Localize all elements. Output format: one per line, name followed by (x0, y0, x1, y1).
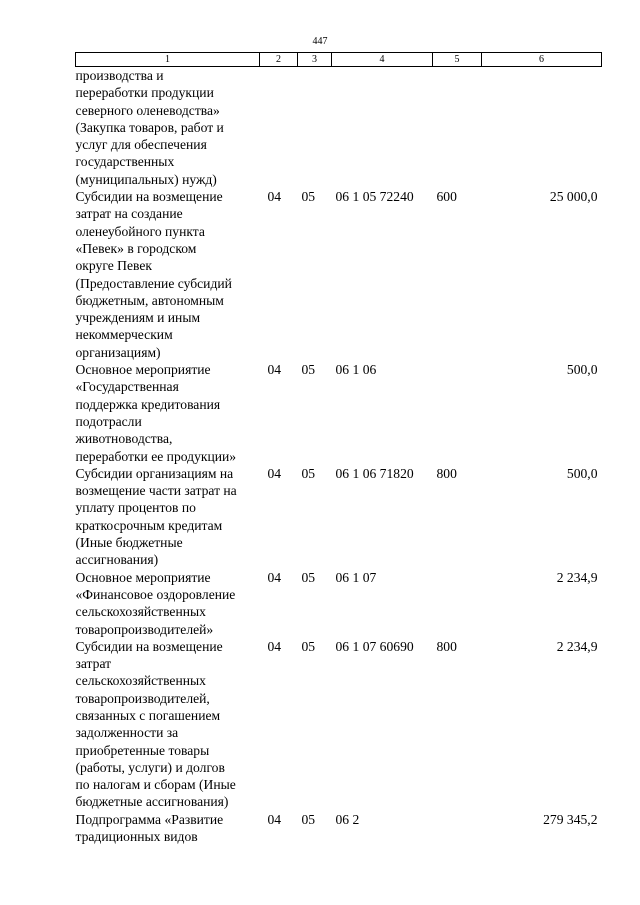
row-name-line: Основное мероприятие (75, 569, 211, 585)
row-name-line: краткосрочным кредитам (75, 517, 223, 533)
row-name-line: переработки ее продукции» (75, 448, 237, 464)
row-name-line: (муниципальных) нужд) (75, 171, 217, 187)
table-row (76, 67, 602, 189)
target-article-code: 06 1 07 60690 (335, 638, 414, 654)
table-row (76, 638, 602, 811)
row-name-line: «Государственная (75, 379, 179, 395)
amount-value: 2 234,9 (556, 569, 598, 585)
expense-type-code (433, 811, 482, 846)
expense-type-code: 600 (436, 189, 457, 205)
column-header-amount: 6 (482, 53, 602, 67)
amount-value: 25 000,0 (549, 189, 598, 205)
row-name-line: некоммерческим (75, 327, 173, 343)
row-name-line: сельскохозяйственных (75, 673, 206, 689)
row-name-line: Основное мероприятие (75, 362, 211, 378)
row-name-line: (работы, услуги) и долгов (75, 759, 225, 775)
subsection-code (298, 67, 332, 189)
row-name-line: бюджетные ассигнования) (75, 794, 229, 810)
subsection-code: 05 (301, 189, 316, 205)
row-name-line: северного оленеводства» (75, 102, 220, 118)
table-header (76, 53, 602, 67)
section-code: 04 (267, 811, 282, 827)
row-name-line: учреждениям и иным (75, 310, 201, 326)
header-row (76, 53, 602, 67)
row-name-line: Субсидии на возмещение (75, 638, 223, 654)
section-code: 04 (267, 465, 282, 481)
section-code: 04 (267, 569, 282, 585)
row-name-line: по налогам и сборам (Иные (75, 777, 236, 793)
column-header-target-article: 4 (332, 53, 433, 67)
row-name-line: переработки продукции (75, 85, 214, 101)
row-name-cell (76, 811, 260, 846)
expense-type-code (433, 361, 482, 465)
row-name-line: товаропроизводителей, (75, 690, 210, 706)
column-header-subsection: 3 (298, 53, 332, 67)
target-article-code: 06 1 07 (335, 569, 377, 585)
row-name-cell (76, 188, 260, 361)
table-row (76, 811, 602, 846)
row-name-line: производства и (75, 68, 164, 83)
row-name-line: возмещение части затрат на (75, 483, 237, 499)
amount-value (482, 67, 602, 189)
column-header-section: 2 (260, 53, 298, 67)
amount-value: 500,0 (566, 465, 598, 481)
target-article-code: 06 2 (335, 811, 360, 827)
row-name-line: услуг для обеспечения (75, 137, 207, 153)
subsection-code: 05 (301, 362, 316, 378)
subsection-code: 05 (301, 811, 316, 827)
row-name-line: бюджетным, автономным (75, 292, 224, 308)
budget-table (75, 52, 602, 845)
section-code: 04 (267, 189, 282, 205)
row-name-line: товаропроизводителей» (75, 621, 214, 637)
row-name-line: затрат на создание (75, 206, 183, 222)
table-row (76, 465, 602, 569)
expense-type-code: 800 (436, 465, 457, 481)
row-name-line: сельскохозяйственных (75, 604, 206, 620)
expense-type-code (433, 569, 482, 638)
row-name-line: оленеубойного пункта (75, 223, 205, 239)
expense-type-code: 800 (436, 638, 457, 654)
row-name-cell (76, 569, 260, 638)
expense-type-code (433, 67, 482, 189)
target-article-code (332, 67, 433, 189)
row-name-line: ассигнования) (75, 552, 159, 568)
subsection-code: 05 (301, 465, 316, 481)
row-name-line: задолженности за (75, 725, 179, 741)
row-name-line: «Певек» в городском (75, 240, 197, 256)
row-name-line: приобретенные товары (75, 742, 210, 758)
row-name-line: поддержка кредитования (75, 396, 221, 412)
row-name-line: государственных (75, 154, 175, 170)
table-row (76, 188, 602, 361)
table-row (76, 361, 602, 465)
column-header-name: 1 (76, 53, 260, 67)
subsection-code: 05 (301, 569, 316, 585)
row-name-line: «Финансовое оздоровление (75, 586, 236, 602)
target-article-code: 06 1 06 (335, 362, 377, 378)
row-name-cell (76, 67, 260, 189)
row-name-line: традиционных видов (75, 829, 198, 845)
row-name-line: Субсидии на возмещение (75, 189, 223, 205)
table-body (76, 67, 602, 846)
row-name-cell (76, 361, 260, 465)
target-article-code: 06 1 06 71820 (335, 465, 414, 481)
amount-value: 500,0 (566, 362, 598, 378)
page-number: 447 (312, 36, 328, 47)
row-name-line: округе Певек (75, 258, 152, 274)
target-article-code: 06 1 05 72240 (335, 189, 414, 205)
row-name-line: подотрасли (75, 413, 142, 429)
row-name-line: Подпрограмма «Развитие (75, 811, 224, 827)
row-name-line: организациям) (75, 344, 161, 360)
row-name-line: связанных с погашением (75, 707, 221, 723)
row-name-line: (Закупка товаров, работ и (75, 119, 224, 135)
amount-value: 2 234,9 (556, 638, 598, 654)
row-name-line: Субсидии организациям на (75, 465, 234, 481)
section-code (260, 67, 298, 189)
row-name-line: уплату процентов по (75, 500, 196, 516)
amount-value: 279 345,2 (543, 811, 598, 827)
column-header-expense-type: 5 (433, 53, 482, 67)
row-name-line: (Предоставление субсидий (75, 275, 232, 291)
table-row (76, 569, 602, 638)
row-name-cell (76, 465, 260, 569)
row-name-cell (76, 638, 260, 811)
row-name-line: животноводства, (75, 431, 173, 447)
row-name-line: затрат (75, 656, 112, 672)
row-name-line: (Иные бюджетные (75, 535, 183, 551)
section-code: 04 (267, 362, 282, 378)
subsection-code: 05 (301, 638, 316, 654)
section-code: 04 (267, 638, 282, 654)
